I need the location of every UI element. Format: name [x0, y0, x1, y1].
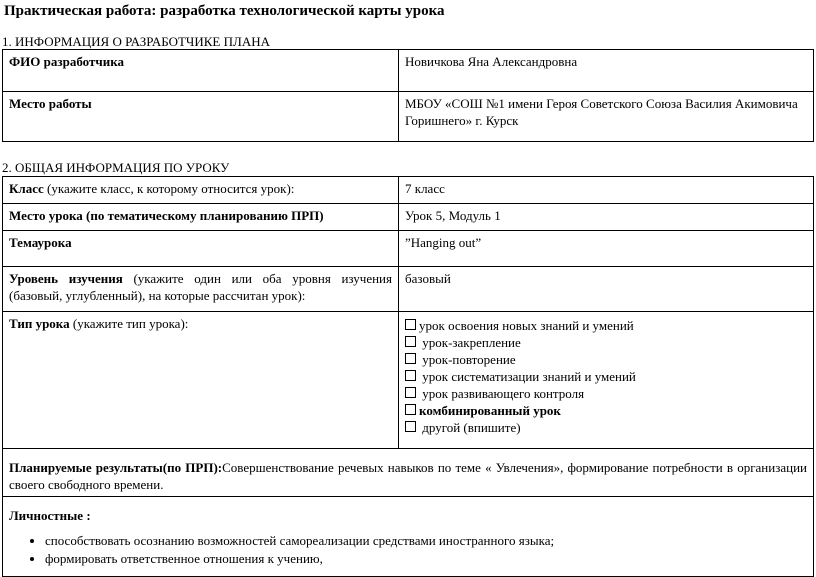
checkbox-icon	[405, 336, 416, 347]
lesson-type-option: урок освоения новых знаний и умений	[405, 317, 807, 334]
planned-results-text: Совершенствование речевых навыков по теме « Увлечения», формирование потребности в организации своего свободного времени.	[9, 460, 807, 492]
checkbox-icon	[405, 370, 416, 381]
class-label: Класс	[9, 181, 44, 196]
planned-results-cell	[3, 449, 814, 497]
document-title: Практическая работа: разработка технологической карты урока	[4, 3, 445, 19]
checkbox-icon	[405, 421, 416, 432]
lesson-type-option: урок систематизации знаний и умений	[405, 368, 807, 385]
workplace-label: Место работы	[3, 92, 399, 142]
checkbox-icon	[405, 404, 416, 415]
table-row	[3, 231, 814, 267]
lesson-type-option: другой (впишите)	[405, 419, 807, 436]
lesson-type-option: урок-закрепление	[405, 334, 807, 351]
table-row	[3, 267, 814, 312]
developer-name-value: Новичкова Яна Александровна	[399, 50, 814, 92]
table-row	[3, 204, 814, 231]
lesson-type-options	[399, 312, 814, 449]
workplace-value: МБОУ «СОШ №1 имени Героя Советского Союза Василия Акимовича Горишнего» г. Курск	[399, 92, 814, 142]
lesson-type-option-selected: комбинированный урок	[405, 402, 807, 419]
class-hint: (укажите класс, к которому относится урок):	[43, 181, 295, 196]
lesson-type-cell	[3, 312, 399, 449]
table-row	[3, 449, 814, 497]
lesson-place-label: Место урока (по тематическому планированию ПРП)	[3, 204, 399, 231]
section-2-heading: 2. ОБЩАЯ ИНФОРМАЦИЯ ПО УРОКУ	[2, 160, 230, 175]
personal-results-label: Личностные :	[9, 508, 91, 523]
class-cell	[3, 177, 399, 204]
level-value: базовый	[399, 267, 814, 312]
lesson-type-hint: (укажите тип урока):	[69, 316, 189, 331]
personal-results-list	[9, 532, 807, 567]
table-row	[3, 312, 814, 449]
level-cell	[3, 267, 399, 312]
lesson-place-value: Урок 5, Модуль 1	[399, 204, 814, 231]
planned-results-label: Планируемые результаты(по ПРП):	[9, 460, 223, 475]
section-1-heading: 1. ИНФОРМАЦИЯ О РАЗРАБОТЧИКЕ ПЛАНА	[2, 34, 270, 49]
lesson-type-option: урок-повторение	[405, 351, 807, 368]
topic-label: Темаурока	[3, 231, 399, 267]
lesson-info-table	[2, 176, 814, 577]
developer-name-label: ФИО разработчика	[3, 50, 399, 92]
checkbox-icon	[405, 353, 416, 364]
list-item: • способствовать осознанию возможностей самореализации средствами иностранного языка;	[45, 532, 807, 549]
lesson-type-label: Тип урока	[9, 316, 70, 331]
developer-info-table	[2, 49, 814, 142]
list-item: • формировать ответственное отношения к учению,	[45, 550, 807, 567]
checkbox-icon	[405, 319, 416, 330]
lesson-type-option: урок развивающего контроля	[405, 385, 807, 402]
class-value: 7 класс	[399, 177, 814, 204]
level-hint: (укажите один или оба уровня изучения (базовый, углубленный), на которые рассчитан урок):	[9, 271, 392, 303]
topic-value: ”Hanging out”	[399, 231, 814, 267]
checkbox-icon	[405, 387, 416, 398]
table-row	[3, 50, 814, 92]
table-row	[3, 92, 814, 142]
level-label: Уровень изучения	[9, 271, 123, 286]
table-row	[3, 177, 814, 204]
